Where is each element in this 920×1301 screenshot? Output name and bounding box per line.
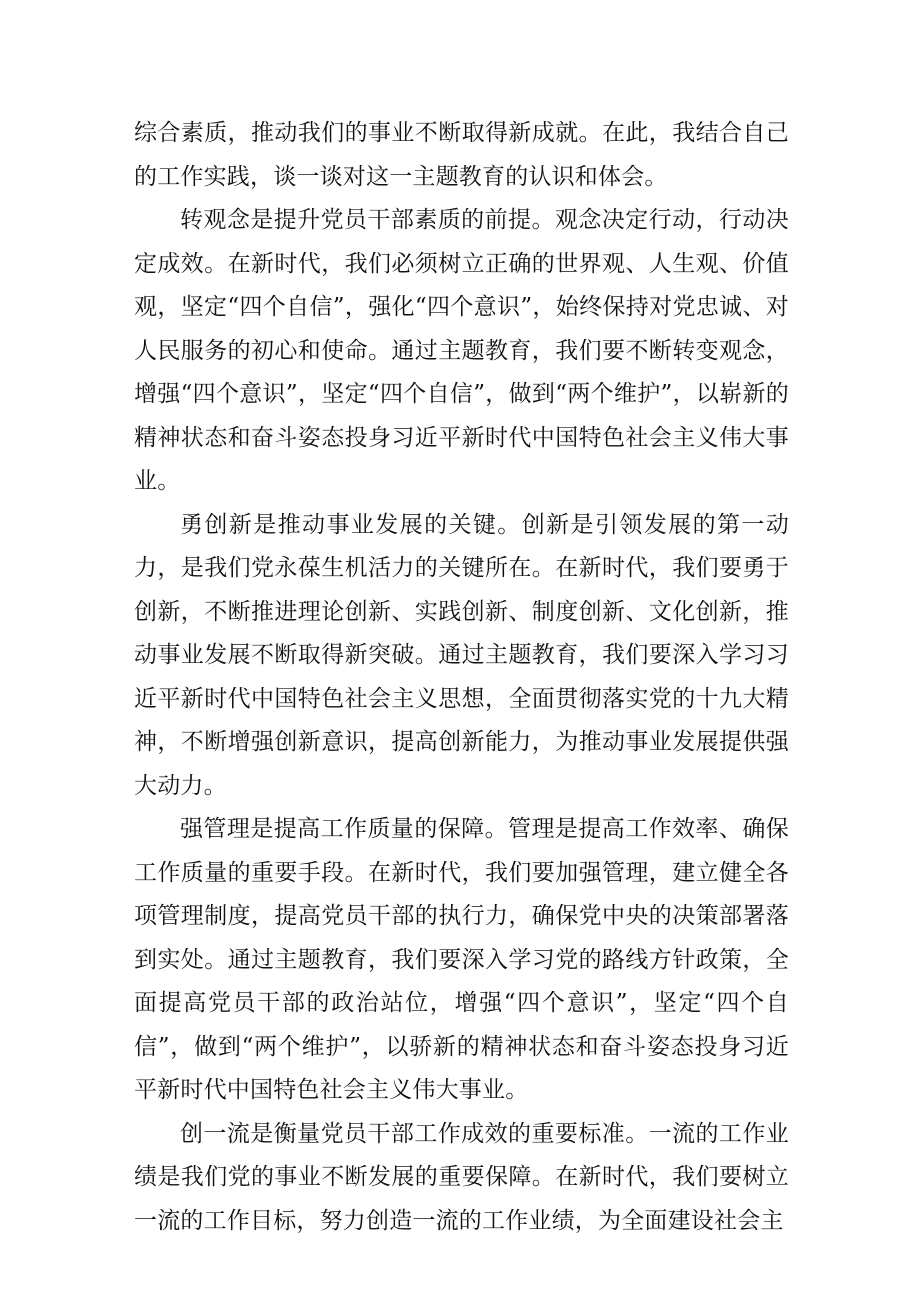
paragraph-continuation: 综合素质，推动我们的事业不断取得新成就。在此，我结合自己的工作实践，谈一谈对这一主题教育的认识和体会。 — [134, 120, 789, 190]
paragraph-change-concepts: 转观念是提升党员干部素质的前提。观念决定行动，行动决定成效。在新时代，我们必须树立正确的世界观、人生观、价值观，坚定“四个自信”，强化“四个意识”，始终保持对党忠诚、对人民服务的初心和使命。通过主题教育，我们要不断转变观念，增强“四个意识”，坚定“四个自信”，做到“两个维护”，以崭新的精神状态和奋斗姿态投身习近平新时代中国特色社会主义伟大事业。 — [134, 207, 789, 494]
paragraph-management: 强管理是提高工作质量的保障。管理是提高工作效率、确保工作质量的重要手段。在新时代，我们要加强管理，建立健全各项管理制度，提高党员干部的执行力，确保党中央的决策部署落到实处。通过主题教育，我们要深入学习党的路线方针政策，全面提高党员干部的政治站位，增强“四个意识”，坚定“四个自信”，做到“两个维护”，以骄新的精神状态和奋斗姿态投身习近平新时代中国特色社会主义伟大事业。 — [134, 816, 789, 1103]
paragraph-first-class: 创一流是衡量党员干部工作成效的重要标准。一流的工作业绩是我们党的事业不断发展的重要保障。在新时代，我们要树立一流的工作目标，努力创造一流的工作业绩，为全面建设社会主 — [134, 1120, 789, 1234]
body-text — [134, 112, 789, 1243]
paragraph-innovation: 勇创新是推动事业发展的关键。创新是引领发展的第一动力，是我们党永葆生机活力的关键所在。在新时代，我们要勇于创新，不断推进理论创新、实践创新、制度创新、文化创新，推动事业发展不断取得新突破。通过主题教育，我们要深入学习习近平新时代中国特色社会主义思想，全面贯彻落实党的十九大精神，不断增强创新意识，提高创新能力，为推动事业发展提供强大动力。 — [134, 511, 789, 799]
